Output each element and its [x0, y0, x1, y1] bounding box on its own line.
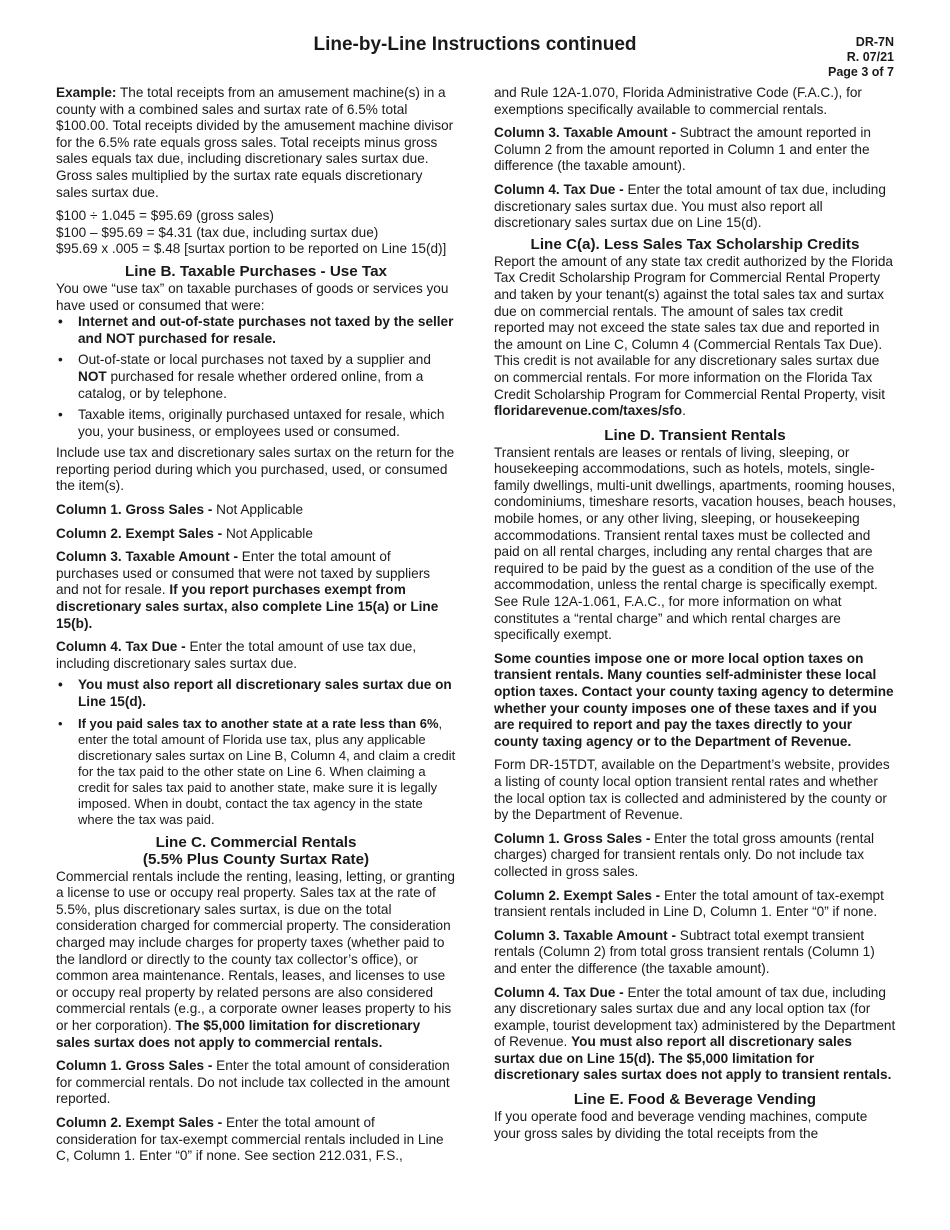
list-item: • You must also report all discretionary sales surtax due on Line 15(d).	[56, 677, 456, 710]
line-c-column-4: Column 4. Tax Due - Enter the total amount of tax due, including discretionary sales surtax due. You must also report all discretionary sales surtax due on Line 15(d).	[494, 181, 886, 231]
sfo-link[interactable]: floridarevenue.com/taxes/sfo	[494, 403, 683, 419]
line-c-column-1: Column 1. Gross Sales - Enter the total amount of consideration for commercial rentals. Do not include tax collected in the amount reported.	[56, 1058, 450, 1107]
line-b-column-2: Column 2. Exempt Sales - Not Applicable	[56, 525, 313, 541]
line-b-column-3: Column 3. Taxable Amount - Enter the total amount of purchases used or consumed that were not taxed by suppliers and not for resale. If you report purchases exempt from discretionary sales surtax, also complete Line 15(a) or Line 15(b).	[56, 549, 439, 631]
line-c-text: Commercial rentals include the renting, leasing, letting, or granting a license to use or occupy real property. Sales tax at the rate of 5.5%, plus discretionary sales surtax, is due on the total consideration charged for commercial property. The consideration charged may include charges for property taxes (whether paid to the landlord or directly to the county tax collector’s office), or common area maintenance. Rentals, leases, and licenses to use or occupy real property by related persons are also considered commercial rentals (e.g., a corporate owner leases property to his or her corporation). The $5,000 limitation for discretionary sales surtax does not apply to commercial rentals.	[56, 868, 455, 1050]
line-b-include: Include use tax and discretionary sales surtax on the return for the reporting period during which you purchased, used, or consumed the item(s).	[56, 445, 455, 494]
line-b-intro: You owe “use tax” on taxable purchases of goods or services you have used or consumed that were:	[56, 280, 449, 313]
list-item: • Taxable items, originally purchased untaxed for resale, which you, your business, or employees used or consumed.	[56, 407, 456, 440]
section-heading-line-e: Line E. Food & Beverage Vending	[573, 1091, 817, 1109]
line-b-column-4: Column 4. Tax Due - Enter the total amount of use tax due, including discretionary sales surtax due.	[56, 639, 417, 671]
line-c-column-2: Column 2. Exempt Sales - Enter the total amount of consideration for tax-exempt commercial rentals included in Line C, Column 1. Enter “0” if none. See section 212.031, F.S.,	[56, 1114, 444, 1164]
line-d-column-4: Column 4. Tax Due - Enter the total amount of tax due, including any discretionary sales surtax due and any local option tax (for example, tourist development tax) administered by the Department of Revenue. You must also report all discretionary sales surtax due on Line 15(d). The $5,000 limitation for discretionary sales surtax does not apply to transient rentals.	[494, 984, 896, 1083]
form-number: DR-7N	[855, 35, 894, 49]
calc-line: $95.69 x .005 = $.48 [surtax portion to be reported on Line 15(d)]	[56, 241, 447, 257]
section-heading-line-ca: Line C(a). Less Sales Tax Scholarship Credits	[530, 235, 860, 253]
line-b-column-1: Column 1. Gross Sales - Not Applicable	[56, 502, 304, 518]
line-b-list	[56, 314, 456, 440]
section-heading-line-b: Line B. Taxable Purchases - Use Tax	[125, 262, 387, 280]
left-column	[56, 85, 456, 1172]
line-d-column-3: Column 3. Taxable Amount - Subtract total exempt transient rentals (Column 2) from total gross transient rentals (Column 1) and enter the difference (the taxable amount).	[494, 927, 875, 976]
line-d-local-option-note: Some counties impose one or more local option taxes on transient rentals. Many counties self-administer these local option taxes. Contact your county taxing agency to determine whether your county imposes one of these taxes and if you are required to report and pay the taxes directly to your county taxing agency or to the Department of Revenue.	[494, 650, 894, 749]
line-d-text: Transient rentals are leases or rentals of living, sleeping, or housekeeping accommodations, such as hotels, motels, single-family dwellings, multi-unit dwellings, apartments, rooming houses, condominiums, timeshare resorts, vacation houses, beach houses, mobile homes, or any other living, sleeping, or housekeeping accommodations. Transient rental taxes must be collected and paid on all rental charges, including any rental charges that are required to be paid by the guest as a condition of the use of the accommodation, unless the rental charge is specifically exempt. See Rule 12A-1.061, F.A.C., for more information on what constitutes a “rental charge” and which rental charges are specifically exempt.	[494, 444, 896, 643]
example-calculation	[56, 208, 456, 258]
form-revision: R. 07/21	[846, 50, 894, 64]
list-item: • If you paid sales tax to another state at a rate less than 6%, enter the total amount of Florida use tax, plus any applicable discretionary sales surtax on Line B, Column 4, and claim a credit for the tax paid to the other state on Line 6. When claiming a credit for sales tax paid to another state, make sure it is legally imposed. When in doubt, contact the tax agency in the state where the tax was paid.	[56, 716, 456, 828]
section-heading-line-d: Line D. Transient Rentals	[604, 426, 786, 444]
line-c-column-3: Column 3. Taxable Amount - Subtract the amount reported in Column 2 from the amount reported in Column 1 and enter the difference (the taxable amount).	[494, 125, 871, 174]
line-d-column-2: Column 2. Exempt Sales - Enter the total amount of tax-exempt transient rentals included in Line D, Column 1. Enter “0” if none.	[494, 887, 884, 920]
list-item: • Internet and out-of-state purchases not taxed by the seller and NOT purchased for resale.	[56, 314, 456, 347]
right-column	[494, 85, 896, 1149]
line-d-column-1: Column 1. Gross Sales - Enter the total gross amounts (rental charges) charged for transient rentals only. Do not include tax collected in gross sales.	[494, 830, 875, 879]
page-number: Page 3 of 7	[828, 65, 894, 79]
list-item: • Out-of-state or local purchases not taxed by a supplier and NOT purchased for resale whether ordered online, from a catalog, or by telephone.	[56, 352, 456, 402]
calc-line: $100 – $95.69 = $4.31 (tax due, including surtax due)	[56, 224, 379, 240]
page-title: Line-by-Line Instructions continued	[313, 34, 637, 55]
form-identifier	[828, 35, 894, 80]
section-heading-line-c: Line C. Commercial Rentals (5.5% Plus County Surtax Rate)	[142, 833, 370, 868]
line-b-column-4-list	[56, 677, 456, 827]
line-e-text: If you operate food and beverage vending machines, compute your gross sales by dividing the total receipts from the	[494, 1109, 868, 1141]
calc-line: $100 ÷ 1.045 = $95.69 (gross sales)	[56, 208, 274, 224]
line-d-form-note: Form DR-15TDT, available on the Department’s website, provides a listing of county local option transient rental rates and whether the local option tax is collected and administered by the county or by the Department of Revenue.	[494, 757, 890, 823]
line-c-continued: and Rule 12A-1.070, Florida Administrative Code (F.A.C.), for exemptions specifically available to commercial rentals.	[494, 85, 862, 117]
line-ca-text: Report the amount of any state tax credit authorized by the Florida Tax Credit Scholarship Program for Commercial Rental Property and taken by your tenant(s) against the total sales tax and surtax due on commercial rentals. The amount of sales tax credit reported may not exceed the state sales tax due and reported in the amount on Line C, Column 4 (Commercial Rentals Tax Due). This credit is not available for any discretionary sales surtax due on commercial rentals. For more information on the Florida Tax Credit Scholarship Program for Commercial Rental Property, visit floridarevenue.com/taxes/sfo.	[494, 253, 893, 419]
example-paragraph: Example: The total receipts from an amusement machine(s) in a county with a combined sales and surtax rate of 6.5% total $100.00. Total receipts divided by the amusement machine divisor for the 6.5% rate equals gross sales. Total receipts minus gross sales equals tax due, including discretionary sales surtax due. Gross sales multiplied by the surtax rate equals discretionary sales surtax due.	[56, 85, 454, 200]
